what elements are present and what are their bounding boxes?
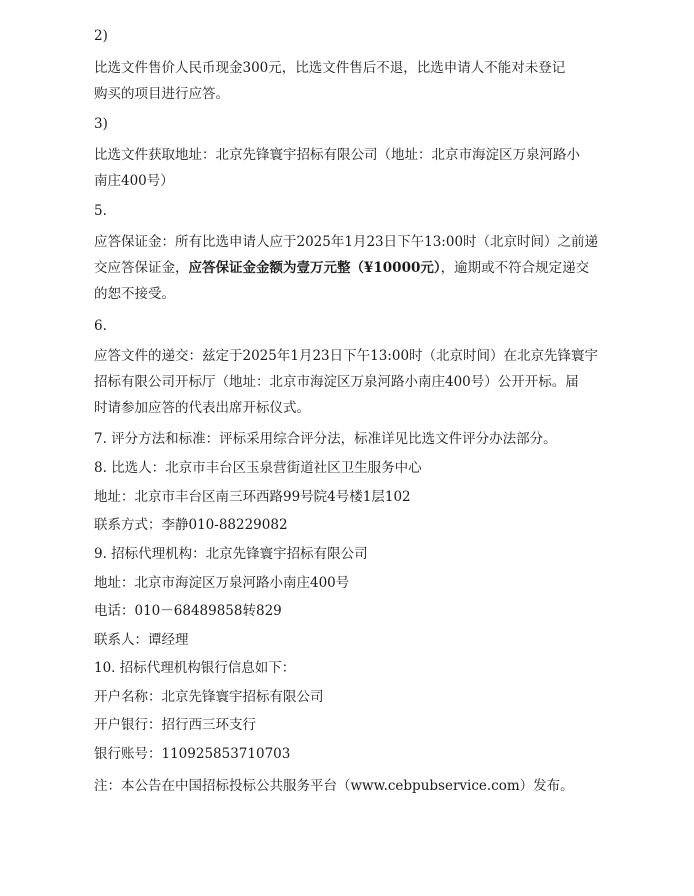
- section-9-address: 地址：北京市海淀区万泉河路小南庄400号: [94, 575, 350, 591]
- section-8-address: 地址：北京市丰台区南三环西路99号院4号楼1层102: [94, 489, 411, 505]
- section-9-phone: 电话：010－68489858转829: [94, 603, 282, 619]
- section-6-line-3: 时请参加应答的代表出席开标仪式。: [94, 400, 310, 416]
- section-8-contact: 联系方式：李静010-88229082: [94, 517, 288, 533]
- section-10-account-number: 银行账号：110925853710703: [94, 746, 291, 762]
- section-7: 7. 评分方法和标准：评标采用综合评分法，标准详见比选文件评分办法部分。: [94, 431, 557, 447]
- section-9: 9. 招标代理机构：北京先锋寰宇招标有限公司: [94, 546, 368, 562]
- section-3-line-2: 南庄400号）: [94, 173, 174, 189]
- section-5-line-2: [94, 258, 589, 278]
- deposit-amount-emphasis: 应答保证金金额为壹万元整（¥10000元）: [188, 260, 441, 276]
- section-6-number: 6.: [94, 318, 107, 334]
- section-10-account-name: 开户名称：北京先锋寰宇招标有限公司: [94, 689, 324, 705]
- section-2-line-2: 购买的项目进行应答。: [94, 86, 229, 102]
- section-2-line-1: 比选文件售价人民币现金300元，比选文件售后不退，比选申请人不能对未登记: [94, 60, 566, 76]
- section-5-line-2-end: ，逾期或不符合规定递交: [440, 260, 590, 276]
- section-5-line-2-start: 交应答保证金，: [94, 260, 189, 276]
- section-8: 8. 比选人：北京市丰台区玉泉营街道社区卫生服务中心: [94, 460, 422, 476]
- section-3-line-1: 比选文件获取地址：北京先锋寰宇招标有限公司（地址：北京市海淀区万泉河路小: [94, 147, 580, 163]
- section-2-number: 2): [94, 28, 108, 44]
- section-5-number: 5.: [94, 203, 107, 219]
- section-6-line-2: 招标有限公司开标厅（地址：北京市海淀区万泉河路小南庄400号）公开开标。届: [94, 374, 579, 390]
- section-10-bank: 开户银行：招行西三环支行: [94, 717, 256, 733]
- section-5-line-3: 的恕不接受。: [94, 286, 175, 302]
- section-3-number: 3): [94, 116, 108, 132]
- section-5-line-1: 应答保证金：所有比选申请人应于2025年1月23日下午13:00时（北京时间）之前递: [94, 234, 599, 250]
- section-6-line-1: 应答文件的递交：兹定于2025年1月23日下午13:00时（北京时间）在北京先锋寰宇: [94, 348, 599, 364]
- publication-note: 注：本公告在中国招标投标公共服务平台（www.cebpubservice.com）发布。: [94, 778, 574, 794]
- section-9-contact-person: 联系人：谭经理: [94, 632, 189, 648]
- section-10: 10. 招标代理机构银行信息如下：: [94, 660, 296, 676]
